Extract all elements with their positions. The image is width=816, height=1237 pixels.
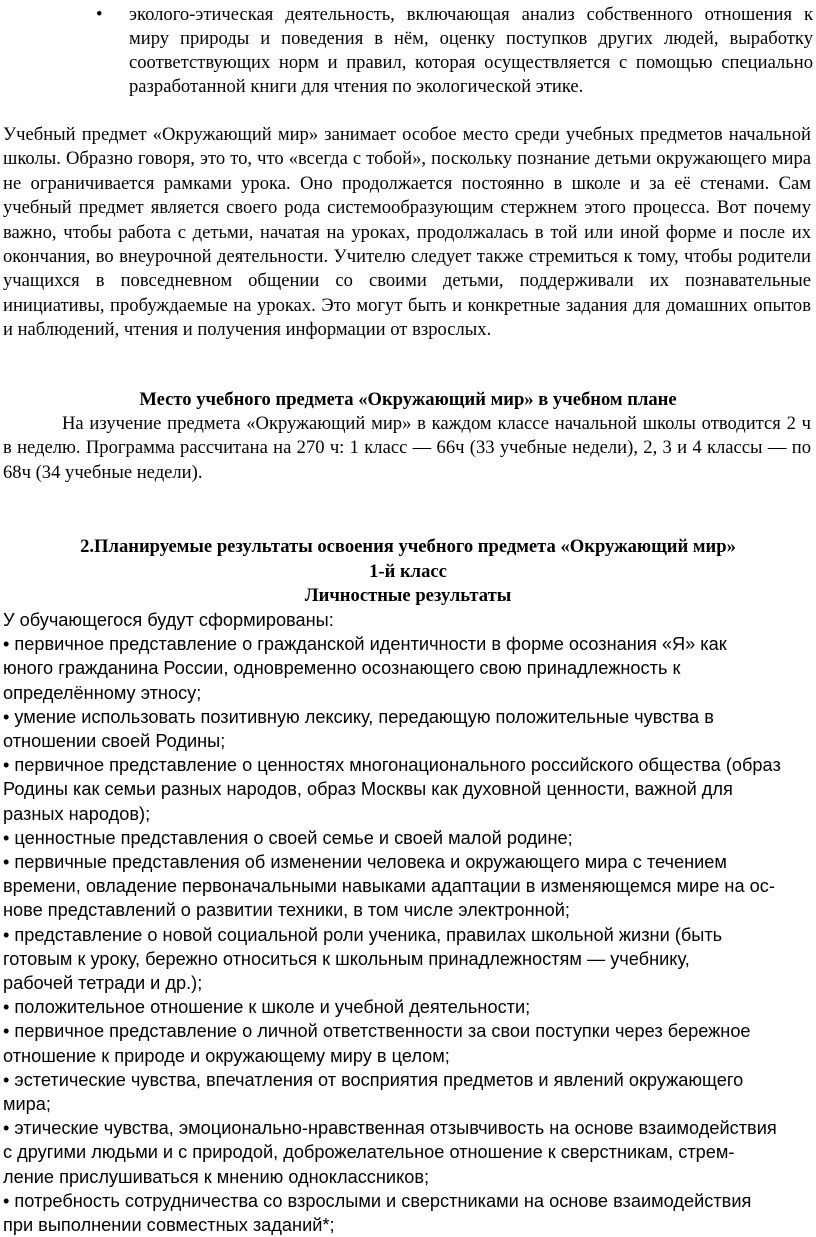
list-line: Родины как семьи разных народов, образ Москвы как духовной ценности, важной для (3, 779, 733, 800)
results-section-heading: 2.Планируемые результаты освоения учебного предмета «Окружающий мир» (80, 536, 736, 557)
place-section-text: На изучение предмета «Окружающий мир» в каждом классе начальной школы отводится 2 ч в неделю. Программа рассчитана на 270 ч: 1 класс — 66ч (33 учебные недели), 2, 3 и 4 классы — по 68ч (34 учебные недели). (3, 413, 811, 483)
list-line: • эстетические чувства, впечатления от восприятия предметов и явлений окружающего (3, 1069, 744, 1090)
list-line: • умение использовать позитивную лексику, передающую положительные чувства в (3, 706, 714, 727)
list-line: отношение к природе и окружающему миру в целом; (3, 1045, 450, 1066)
list-line: • первичные представления об изменении человека и окружающего мира с течением (3, 852, 727, 873)
personal-results-heading: Личностные результаты (304, 585, 512, 606)
list-line: рабочей тетради и др.); (3, 973, 203, 994)
list-line: при выполнении совместных заданий*; (3, 1215, 335, 1236)
list-line: нове представлений о развитии техники, в том числе электронной; (3, 900, 570, 921)
personal-results-list (3, 608, 793, 1237)
list-line: определённому этносу; (3, 682, 202, 703)
list-line: У обучающегося будут сформированы: (3, 610, 334, 630)
top-bullet-text: эколого-этическая деятельность, включающая анализ собственного отношения к миру природы и поведения в нём, оценку поступков других людей, выработку соответствующих норм и правил, которая осуществляется с помощью специально разработанной книги для чтения по экологической этике. (129, 4, 813, 97)
class-heading: 1-й класс (369, 561, 447, 582)
list-line: с другими людьми и с природой, доброжелательное отношение к сверстникам, стрем- (3, 1142, 735, 1163)
list-line: времени, овладение первоначальными навыками адаптации в изменяющемся мире на ос- (3, 876, 775, 897)
list-line: • первичное представление о личной ответственности за свои поступки через бережное (3, 1021, 751, 1042)
list-line: • потребность сотрудничества со взрослыми и сверстниками на основе взаимодействия (3, 1190, 752, 1211)
list-line: юного гражданина России, одновременно осознающего свою принадлежность к (3, 658, 681, 679)
list-line: • первичное представление о ценностях многонационального российского общества (образ (3, 755, 781, 776)
intro-paragraph: Учебный предмет «Окружающий мир» занимает особое место среди учебных предметов начальной школы. Образно говоря, это то, что «всегда с тобой», поскольку познание детьми окружающего мира не ограничивается рамками урока. Оно продолжается постоянно в школе и за её стенами. Сам учебный предмет является своего рода системообразующим стержнем этого процесса. Вот почему важно, чтобы работа с детьми, начатая на уроках, продолжалась в той или иной форме и после их окончания, во внеурочной деятельности. Учителю следует также стремиться к тому, чтобы родители учащихся в повседневном общении со своими детьми, поддерживали их познавательные инициативы, пробуждаемые на уроках. Это могут быть и конкретные задания для домашних опытов и наблюдений, чтения и получения информации от взрослых. (3, 124, 811, 341)
list-line: • представление о новой социальной роли ученика, правилах школьной жизни (быть (3, 924, 723, 945)
list-line: разных народов); (3, 803, 151, 824)
bullet-marker: • (96, 4, 103, 25)
list-line: • первичное представление о гражданской идентичности в форме осознания «Я» как (3, 634, 727, 655)
list-line: готовым к уроку, бережно относиться к школьным принадлежностям — учебнику, (3, 948, 690, 969)
list-line: ление прислушиваться к мнению одноклассников; (3, 1166, 430, 1187)
list-line: • этические чувства, эмоционально-нравственная отзывчивость на основе взаимодействия (3, 1118, 777, 1139)
list-line: • ценностные представления о своей семье и своей малой родине; (3, 827, 573, 848)
place-section-heading: Место учебного предмета «Окружающий мир» в учебном плане (139, 389, 677, 410)
list-line: мира; (3, 1094, 51, 1115)
list-line: • положительное отношение к школе и учебной деятельности; (3, 997, 531, 1018)
list-line: отношении своей Родины; (3, 731, 226, 752)
